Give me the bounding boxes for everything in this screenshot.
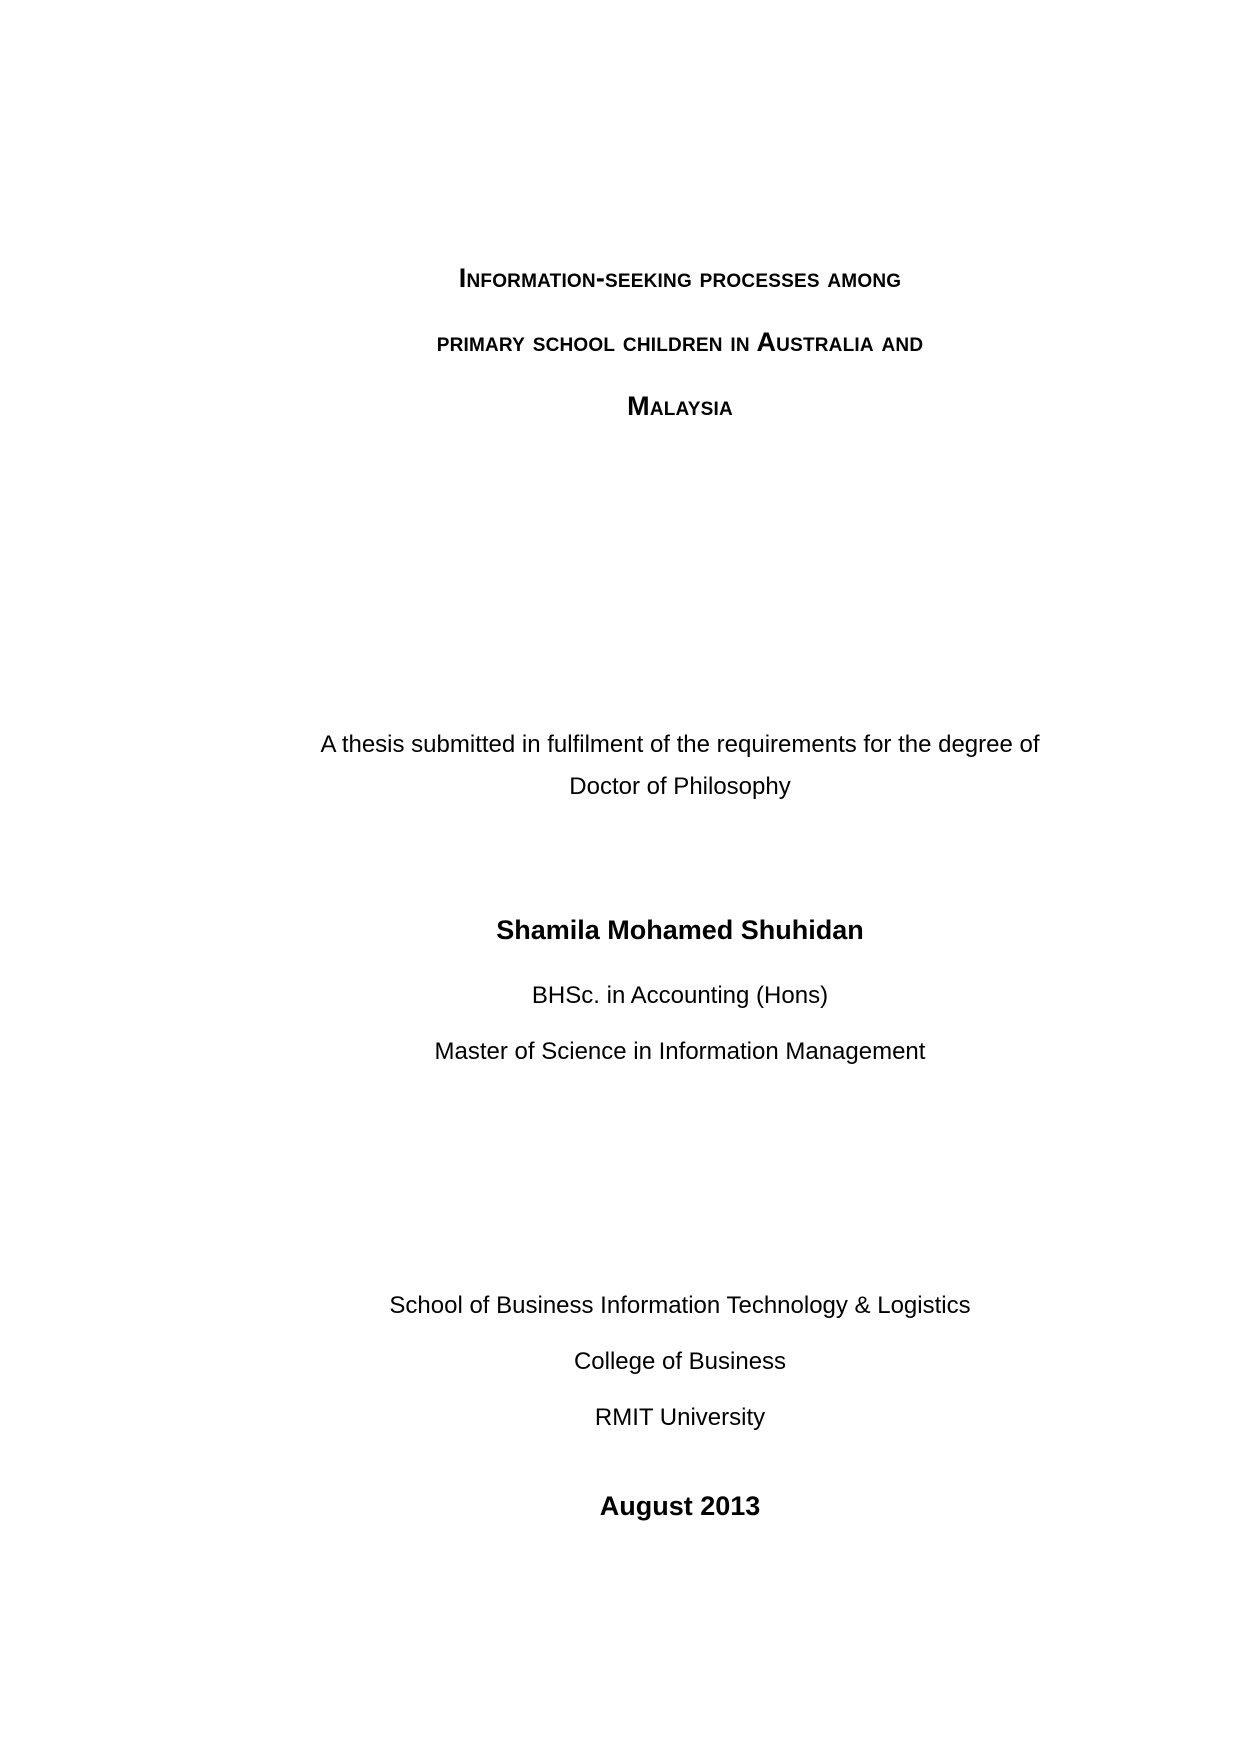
thesis-title-line-2: primary school children in Australia and (436, 327, 924, 357)
institution-school: School of Business Information Technology & Logistics (389, 1292, 971, 1319)
thesis-title-line-3: Malaysia (627, 391, 733, 421)
institution-college: College of Business (573, 1348, 787, 1375)
thesis-title-line-1: Information-seeking processes among (458, 263, 902, 293)
thesis-title (296, 246, 1064, 438)
qualification-item: BHSc. in Accounting (Hons) (531, 982, 829, 1009)
author-name: Shamila Mohamed Shuhidan (496, 915, 864, 945)
degree-statement-line-2: Doctor of Philosophy (569, 773, 791, 800)
author-qualifications (296, 968, 1064, 1080)
submission-date: August 2013 (599, 1491, 761, 1521)
degree-statement-line-1: A thesis submitted in fulfilment of the requirements for the degree of (320, 731, 1040, 758)
institution (296, 1278, 1064, 1446)
qualification-item: Master of Science in Information Management (434, 1038, 926, 1065)
institution-university: RMIT University (594, 1404, 766, 1431)
degree-statement (296, 724, 1064, 808)
